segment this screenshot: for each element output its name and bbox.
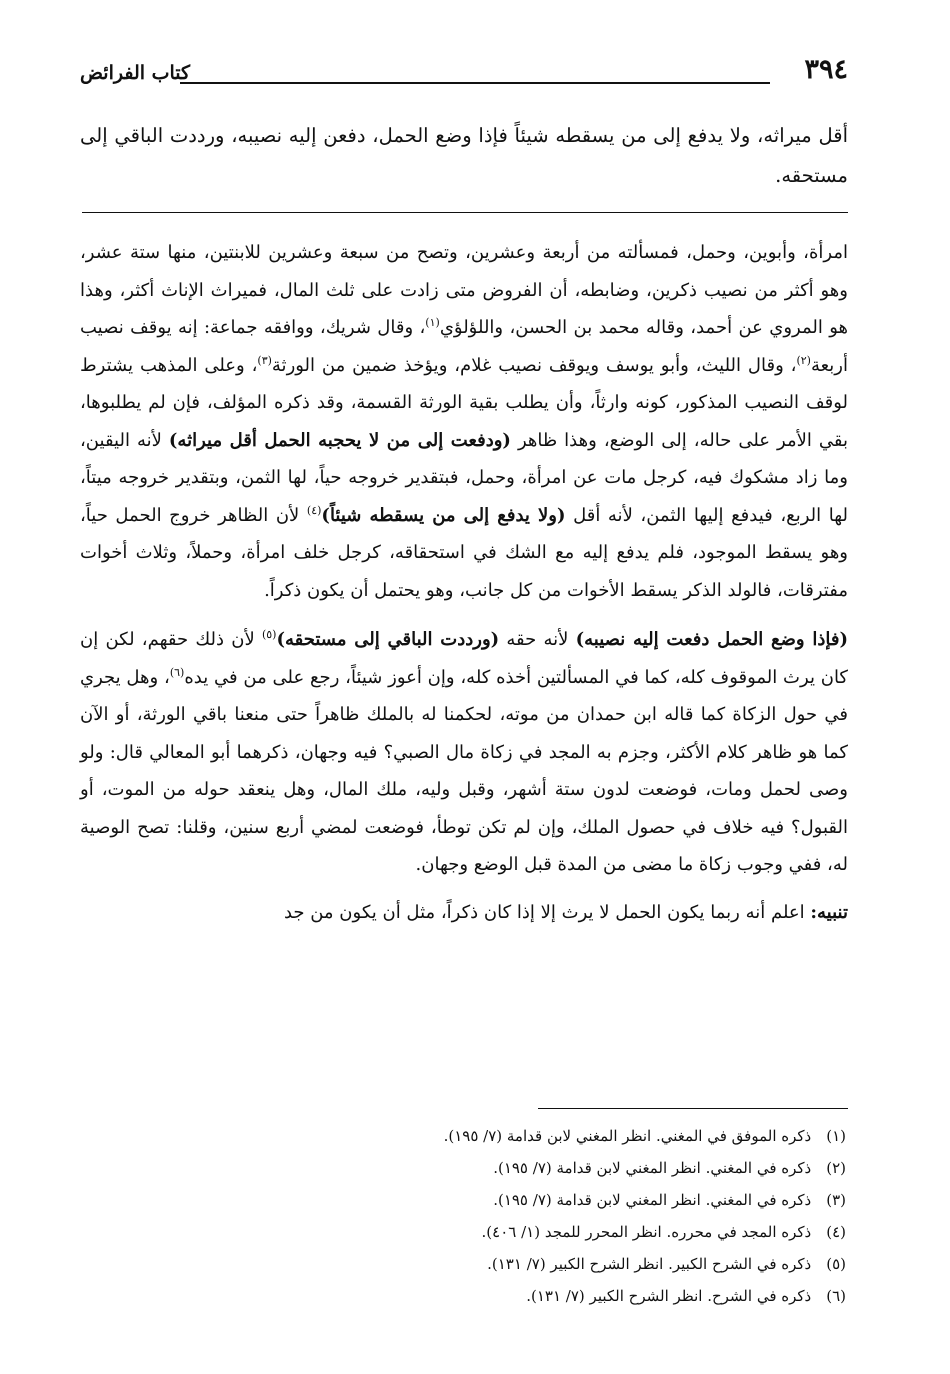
text-run: لأنه اليقين، وما زاد مشكوك فيه، كرجل مات عن امرأة، وحمل، فبتقدير خروجه حياً، لها الثمن، وبتقدير خروجه ميتاً، لها الربع، فيدفع إليها الثمن، لأنه أقل <box>80 429 848 526</box>
commentary <box>80 234 848 931</box>
footnote-number: (٢) <box>826 1159 846 1177</box>
commentary-paragraph-2 <box>80 621 848 884</box>
footnotes <box>80 1120 848 1312</box>
note-label: تنبيه: <box>810 901 848 923</box>
text-run: لأنه حقه <box>499 629 576 650</box>
text-run: ، وعلى المذهب يشترط لوقف النصيب المذكور، كونه وارثاً، وأن يطلب بقية الورثة القسمة، وقد ذكره المؤلف، فإن لم يطلبوها، بقي الأمر على حاله، إلى الوضع، وهذا ظاهر <box>80 354 848 451</box>
footnote <box>80 1120 848 1152</box>
quoted-matn: (ورددت الباقي إلى مستحقه) <box>276 629 500 650</box>
commentary-paragraph-1 <box>80 234 848 609</box>
footnote <box>80 1280 848 1312</box>
footnote-number: (٤) <box>826 1223 846 1241</box>
footnote-number: (٣) <box>826 1191 846 1209</box>
footnote-text: ذكره في الشرح الكبير. انظر الشرح الكبير (٧/ ١٣١). <box>487 1255 812 1273</box>
text-run: ، وقال شريك، ووافقه جماعة: إنه يوقف نصيب أربعة <box>80 317 848 376</box>
footnote-text: ذكره المجد في محرره. انظر المحرر للمجد (١/ ٤٠٦). <box>481 1223 812 1241</box>
footnote <box>80 1184 848 1216</box>
commentary-paragraph-3 <box>80 894 848 932</box>
quoted-matn: (فإذا وضع الحمل دفعت إليه نصيبه) <box>575 629 848 650</box>
quoted-matn: (ودفعت إلى من لا يحجبه الحمل أقل ميراثه) <box>168 429 511 451</box>
footnote-ref-1: (١) <box>425 316 440 329</box>
footnote <box>80 1248 848 1280</box>
footnote-text: ذكره الموفق في المغني. انظر المغني لابن قدامة (٧/ ١٩٥). <box>443 1127 812 1145</box>
page-number: ٣٩٤ <box>804 54 848 85</box>
footnote-ref-6: (٦) <box>169 665 185 679</box>
footnote-text: ذكره في المغني. انظر المغني لابن قدامة (٧/ ١٩٥). <box>493 1191 812 1209</box>
footnote-separator <box>538 1108 848 1109</box>
footnote-text: ذكره في الشرح. انظر الشرح الكبير (٧/ ١٣١). <box>526 1287 812 1305</box>
text-run: ، وهل يجري في حول الزكاة كما قاله ابن حمدان من موته، لحكمنا له بالملك ظاهراً حتى منعنا باقي الورثة، أو الآن كما هو ظاهر كلام الأكثر، وجزم به المجد في زكاة مال الصبي؟ فيه وجهان، ذكرهما أبو المعالي قال: ولو وصى لحمل ومات، فوضعت لدون ستة أشهر، وقبل وليه، ملك المال، وهل ينعقد حوله من الموت، أو القبول؟ فيه خلاف في حصول الملك، وإن لم تكن توطأ، فوضعت لمضي أربع سنين، وقلنا: تصح الوصية له، ففي وجوب زكاة ما مضى من المدة قبل الوضع وجهان. <box>80 666 848 875</box>
footnote-ref-2: (٢) <box>796 353 811 367</box>
footnote-number: (٥) <box>826 1255 846 1273</box>
footnote <box>80 1216 848 1248</box>
book-title: كتاب الفرائض <box>80 62 191 84</box>
footnote-ref-4: (٤) <box>306 503 322 517</box>
page-header <box>80 52 848 92</box>
footnote-ref-5: (٥) <box>261 628 277 641</box>
quoted-matn: (ولا يدفع إلى من يسقطه شيئاً) <box>321 504 566 526</box>
footnote <box>80 1152 848 1184</box>
text-run: لأن الظاهر خروج الحمل حياً، وهو يسقط الموجود، فلم يدفع إليه مع الشك في استحقاقه، كرجل خلف امرأة، وحملاً، وثلاث أخوات مفترقات، فالولد الذكر يسقط الأخوات من كل جانب، وهو يحتمل أن يكون ذكراً. <box>80 504 849 601</box>
text-run: ، وقال الليث، وأبو يوسف ويوقف نصيب غلام، ويؤخذ ضمين من الورثة <box>271 354 797 376</box>
footnote-number: (٦) <box>826 1287 846 1305</box>
matn-divider <box>82 212 848 213</box>
text-run: لأن ذلك حقهم، لكن إن كان يرث الموقوف كله، كما في المسألتين أخذه كله، وإن أعوز شيئاً، رجع على من في يده <box>80 629 848 688</box>
text-run: امرأة، وأبوين، وحمل، فمسألته من أربعة وعشرين، وتصح من سبعة وعشرين للابنتين، منها ستة عشر، وهو أكثر من نصيب ذكرين، وضابطه، أن الفروض متى زادت على ثلث المال، فميراث الإناث أكثر، وهذا هو المروي عن أحمد، وقاله محمد بن الحسن، واللؤلؤي <box>80 242 848 338</box>
header-rule <box>180 82 770 84</box>
text-run: اعلم أنه ربما يكون الحمل لا يرث إلا إذا كان ذكراً، مثل أن يكون من جد <box>283 901 811 923</box>
main-text: أقل ميراثه، ولا يدفع إلى من يسقطه شيئاً فإذا وضع الحمل، دفعن إليه نصيبه، ورددت الباقي إلى مستحقه. <box>80 124 848 187</box>
footnote-number: (١) <box>826 1127 846 1145</box>
footnote-ref-3: (٣) <box>257 353 272 367</box>
footnote-text: ذكره في المغني. انظر المغني لابن قدامة (٧/ ١٩٥). <box>493 1159 812 1177</box>
